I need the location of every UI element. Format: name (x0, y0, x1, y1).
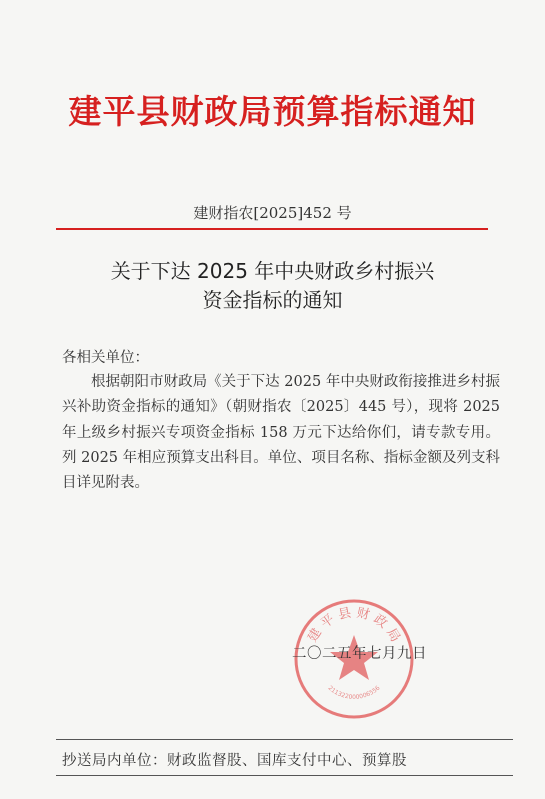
notice-title-line-1: 关于下达 2025 年中央财政乡村振兴 (110, 259, 435, 283)
notice-title-line-2: 资金指标的通知 (202, 288, 343, 312)
salutation: 各相关单位： (62, 350, 149, 366)
body-paragraph: 根据朝阳市财政局《关于下达 2025 年中央财政衔接推进乡村振兴补助资金指标的通知》（朝财指农〔2025〕445 号），现将 2025 年上级乡村振兴专项资金指标 158 万元下达给你们，请专款专用。列 2025 年相应预算支出科目。单位、项目名称、指标金额及列支科目详见附表。 (62, 374, 500, 492)
document-date: 二〇二五年七月九日 (292, 646, 427, 662)
header-divider (56, 228, 488, 230)
document-number: 建财指农[2025]452 号 (193, 204, 352, 222)
seal-arc-text: 建 平 县 财 政 局 (305, 605, 403, 645)
seal-number: 211322000006556 (326, 684, 382, 701)
notice-title (60, 257, 485, 315)
footer-divider-top (56, 739, 513, 740)
footer-divider-bottom (56, 775, 513, 776)
document-header-title: 建平县财政局预算指标通知 (68, 92, 477, 131)
cc-recipients: 抄送局内单位：财政监督股、国库支付中心、预算股 (62, 753, 407, 769)
